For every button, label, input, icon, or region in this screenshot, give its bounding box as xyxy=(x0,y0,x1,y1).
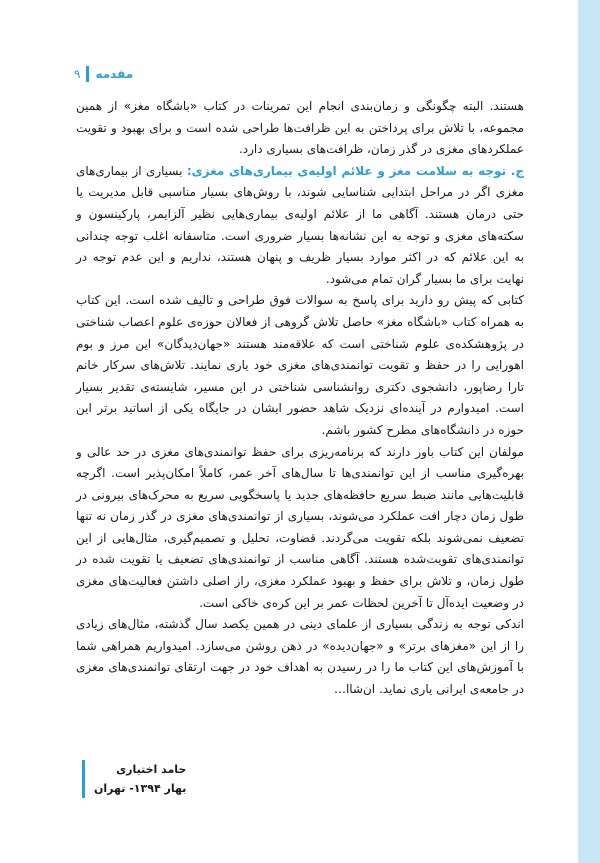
signature-bar xyxy=(82,760,85,798)
paragraph-3: کتابی که پیش رو دارید برای پاسخ به سوالات فوق طراحی و تالیف شده است. این کتاب به همراه کتاب «باشگاه مغز» حاصل تلاش گروهی از فعالان حوزه‌ی علوم اعصاب شناختی در پژوهشکده‌ی علوم شناختی است که علاقه‌مند هستند «جهان‌دیدگان» این مرز و بوم اهورایی را در حفظ و تقویت توانمندی‌های مغزی خود یاری نمایند. تلاش‌های سرکار خانم تارا رضاپور، دانشجوی دکتری روانشناسی شناختی در این مسیر، شایسته‌ی تقدیر بسیار است. امیدوارم در آینده‌ای نزدیک شاهد حضور ایشان در جایگاه یکی از اساتید برتر این حوزه در دانشگاه‌های مطرح کشور باشم. xyxy=(76,293,524,437)
author-name: حامد اختیاری xyxy=(116,763,187,776)
body-text xyxy=(76,96,524,701)
header-divider-bar xyxy=(86,66,89,82)
paragraph-5: اندکی توجه به زندگی بسیاری از علمای دینی در همین یکصد سال گذشته، مثال‌های زیادی را از این «مغزهای برتر» و «جهان‌دیده» در ذهن روشن می‌سازد. امیدواریم همراهی شما با آموزش‌های این کتاب ما را در رسیدن به اهداف خود در جهت ارتقای توانمندی‌های مغزی در جامعه‌ی ایرانی یاری نماید. ان‌شاا… xyxy=(76,617,524,697)
paragraph-2 xyxy=(76,161,524,291)
section-heading-c: ج. توجه به سلامت مغز و علائم اولیه‌ی بیماری‌های مغزی: xyxy=(186,163,525,178)
signature-date-place: بهار ۱۳۹۴- تهران xyxy=(94,782,187,795)
paragraph-2-body: بسیاری از بیماری‌های مغزی اگر در مراحل ابتدایی شناسایی شوند، با روش‌های بسیار مناسبی قابل مدیریت یا حتی درمان هستند. آگاهی ما از علائم اولیه‌ی بیماری‌هایی نظیر آلزایمر، پارکینسون و سکته‌های مغزی و توجه به این نشانه‌ها بسیار ضروری است. متاسفانه اغلب توجه چندانی به این علائم که در اکثر موارد بسیار ظریف و پنهان هستند، نداریم و این عدم توجه در نهایت برای ما بسیار گران تمام می‌شود. xyxy=(76,163,524,286)
paragraph-4: مولفان این کتاب باور دارند که برنامه‌ریزی برای حفظ توانمندی‌های مغزی در حد عالی و بهره‌گیری مناسب از این توانمندی‌ها تا سال‌های آخر عمر، کاملاً امکان‌پذیر است. اگرچه قابلیت‌هایی مانند ضبط سریع حافظه‌های جدید یا پاسخگویی سریع به محرک‌های بیرونی در طول زمان دچار افت عملکرد می‌شوند، بسیاری از توانمندی‌های مغزی در گذر زمان نه تنها تضعیف نمی‌شوند بلکه تقویت می‌گردند. قضاوت، تحلیل و تصمیم‌گیری، مثال‌هایی از این توانمندی‌های تقویت‌شده هستند. آگاهی مناسب از توانمندی‌های تضعیف یا تقویت شده در طول زمان، و تلاش برای حفظ و بهبود عملکرد مغزی، راز اصلی داشتن فعالیت‌های مغزی در وضعیت ایده‌آل تا آخرین لحظات عمر بر این کره‌ی خاکی است. xyxy=(76,444,524,610)
page-number: ۹ xyxy=(74,67,81,81)
page-header xyxy=(74,66,133,82)
author-signature xyxy=(94,760,186,798)
paragraph-1: هستند. البته چگونگی و زمان‌بندی انجام این تمرینات در کتاب «باشگاه مغز» از همین مجموعه، با تلاش برای پرداختن به این ظرافت‌ها طراحی شده است و برای بهبود و تقویت عملکردهای مغزی در گذر زمان، ظرافت‌های بسیاری دارد. xyxy=(76,99,524,157)
chapter-title: مقدمه xyxy=(95,67,134,81)
side-color-strip xyxy=(578,0,600,863)
